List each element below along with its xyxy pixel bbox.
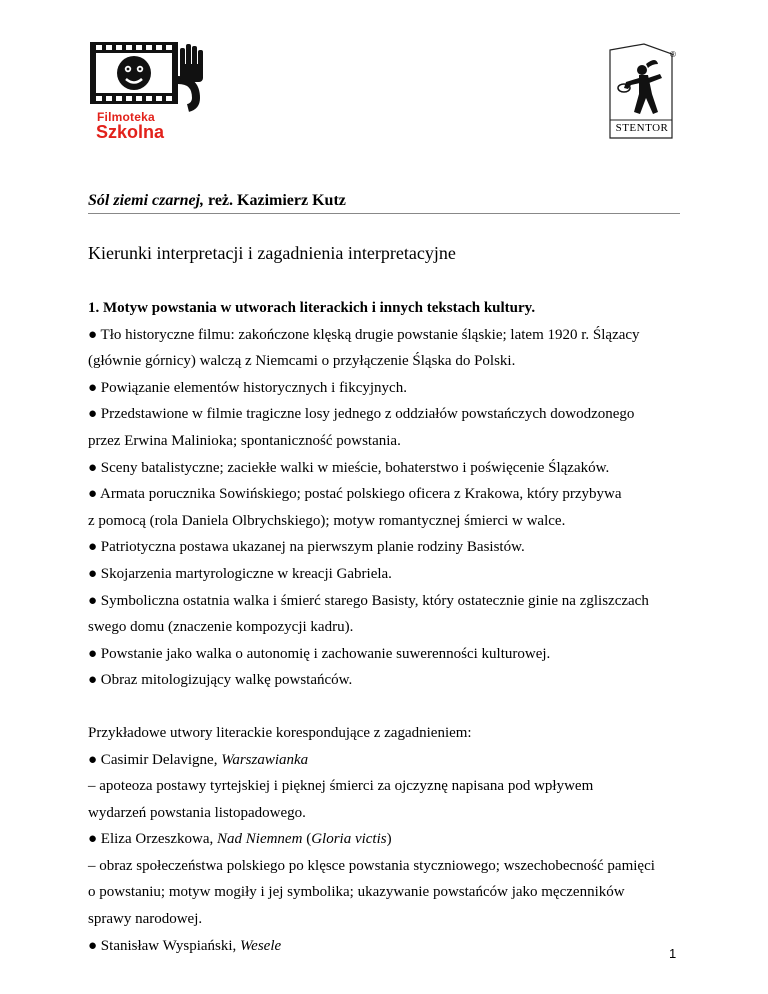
- film-strip-icon: [88, 40, 208, 112]
- body-line: (głównie górnicy) walczą z Niemcami o przyłączenie Śląska do Polski.: [88, 353, 516, 370]
- example-item: [88, 826, 688, 853]
- director-credit: reż. Kazimierz Kutz: [204, 192, 346, 209]
- example-item: [88, 933, 688, 960]
- body-line: ● Powiązanie elementów historycznych i fikcyjnych.: [88, 379, 407, 396]
- paren-open: (: [302, 831, 312, 848]
- example-title: Wesele: [240, 937, 282, 954]
- body-line: swego domu (znaczenie kompozycji kadru).: [88, 619, 354, 636]
- document-title: [88, 192, 346, 210]
- document-body: [88, 295, 688, 959]
- paragraph-gap: [88, 694, 688, 720]
- body-line: przez Erwina Malinioka; spontaniczność powstania.: [88, 432, 401, 449]
- example-author: ● Casimir Delavigne,: [88, 751, 222, 768]
- body-line: ● Tło historyczne filmu: zakończone klęską drugie powstanie śląskie; latem 1920 r. Ślązacy: [88, 326, 640, 343]
- logo-text-szkolna: Szkolna: [96, 122, 165, 142]
- logo-text-filmoteka: Filmoteka: [97, 110, 155, 124]
- example-title: Warszawianka: [221, 751, 309, 768]
- section-heading: 1. Motyw powstania w utworach literackich i innych tekstach kultury.: [88, 300, 536, 316]
- film-title: Sól ziemi czarnej,: [88, 192, 205, 209]
- example-item: [88, 747, 688, 774]
- body-line: ● Skojarzenia martyrologiczne w kreacji Gabriela.: [88, 565, 392, 582]
- example-desc: wydarzeń powstania listopadowego.: [88, 804, 306, 821]
- body-line: ● Armata porucznika Sowińskiego; postać polskiego oficera z Krakowa, który przybywa: [88, 486, 622, 503]
- section-subtitle: Kierunki interpretacji i zagadnienia interpretacyjne: [88, 243, 456, 263]
- stentor-logo: [606, 42, 676, 142]
- example-title: Nad Niemnem: [217, 831, 303, 848]
- body-line: z pomocą (rola Daniela Olbrychskiego); motyw romantycznej śmierci w walce.: [88, 512, 566, 529]
- body-line: ● Powstanie jako walka o autonomię i zachowanie suwerenności kulturowej.: [88, 645, 551, 662]
- page-number: 1: [669, 946, 677, 961]
- example-desc: – obraz społeczeństwa polskiego po klęsce powstania styczniowego; wszechobecność pamięci: [88, 857, 655, 874]
- example-desc: sprawy narodowej.: [88, 911, 203, 928]
- body-line: ● Obraz mitologizujący walkę powstańców.: [88, 672, 353, 689]
- stentor-name: STENTOR: [615, 122, 669, 134]
- example-desc: – apoteoza postawy tyrtejskiej i pięknej śmierci za ojczyznę napisana pod wpływem: [88, 778, 594, 795]
- registered-mark: ®: [670, 50, 676, 59]
- paren-close: ): [386, 831, 392, 848]
- title-divider: [88, 213, 680, 214]
- body-line: ● Przedstawione w filmie tragiczne losy jednego z oddziałów powstańczych dowodzonego: [88, 406, 635, 423]
- example-subtitle: Gloria victis: [311, 831, 387, 848]
- example-desc: o powstaniu; motyw mogiły i jej symbolika; ukazywanie powstańców jako męczenników: [88, 884, 625, 901]
- example-author: ● Eliza Orzeszkowa,: [88, 831, 218, 848]
- examples-intro: Przykładowe utwory literackie korespondujące z zagadnieniem:: [88, 724, 472, 741]
- example-author: ● Stanisław Wyspiański,: [88, 937, 241, 954]
- body-line: ● Patriotyczna postawa ukazanej na pierwszym planie rodziny Basistów.: [88, 539, 525, 556]
- body-line: ● Sceny batalistyczne; zaciekłe walki w mieście, bohaterstwo i poświęcenie Ślązaków.: [88, 459, 610, 476]
- body-line: ● Symboliczna ostatnia walka i śmierć starego Basisty, który ostatecznie ginie na zgliszczach: [88, 592, 649, 609]
